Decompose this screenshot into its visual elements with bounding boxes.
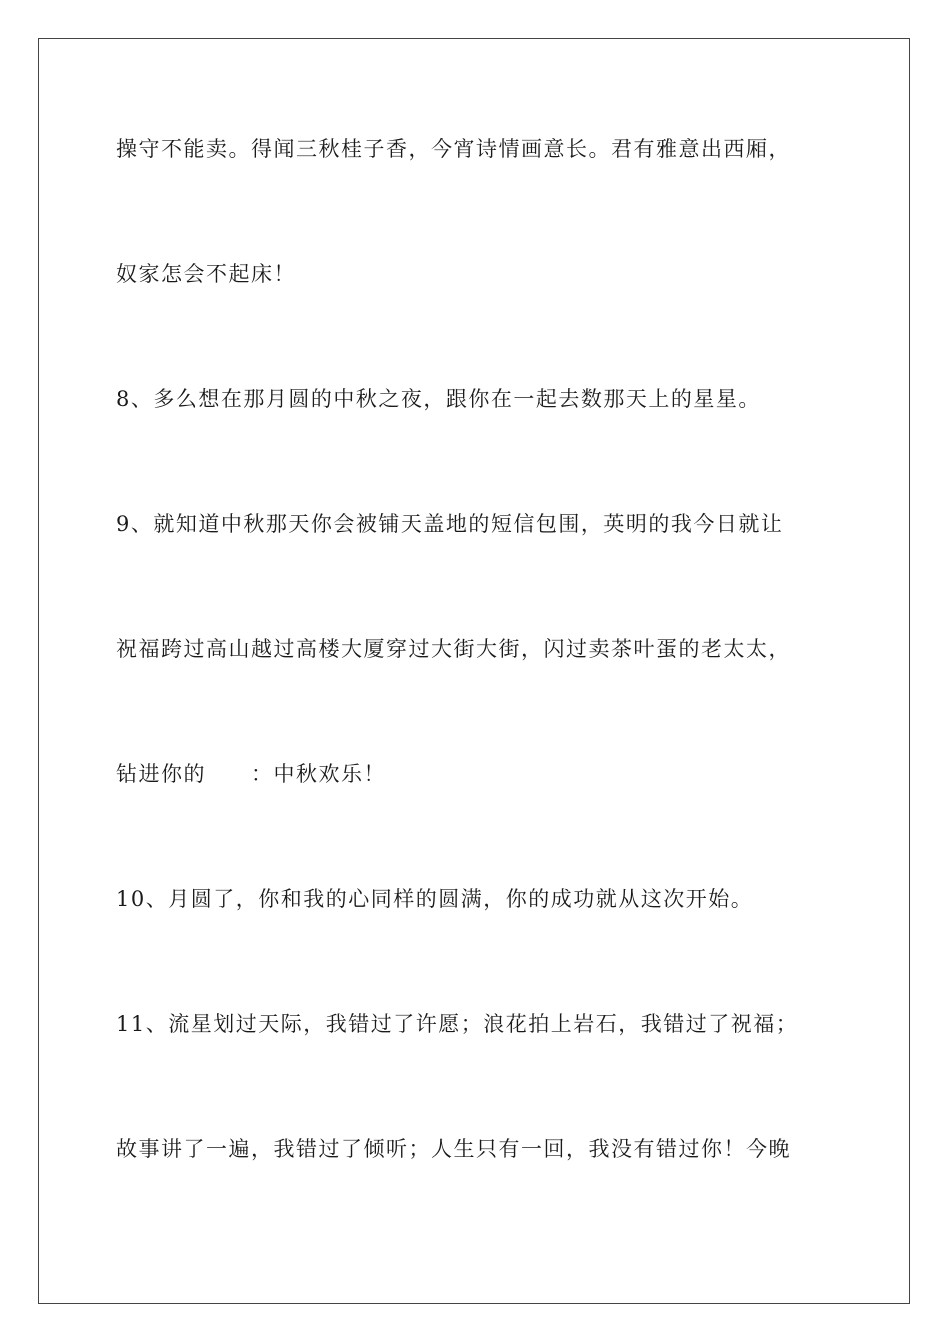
text-line-7: 10、月圆了，你和我的心同样的圆满，你的成功就从这次开始。 (116, 887, 754, 911)
text-line-4: 9、就知道中秋那天你会被铺天盖地的短信包围，英明的我今日就让 (116, 512, 784, 536)
text-line-2: 奴家怎会不起床！ (116, 262, 296, 286)
text-line-9: 故事讲了一遍，我错过了倾听；人生只有一回，我没有错过你！今晚 (116, 1137, 791, 1161)
text-line-8: 11、流星划过天际，我错过了许愿；浪花拍上岩石，我错过了祝福； (116, 1012, 799, 1036)
text-line-1: 操守不能卖。得闻三秋桂子香，今宵诗情画意长。君有雅意出西厢， (116, 137, 791, 161)
text-line-5: 祝福跨过高山越过高楼大厦穿过大街大街，闪过卖茶叶蛋的老太太， (116, 637, 791, 661)
page-frame (38, 38, 910, 1304)
text-line-3: 8、多么想在那月圆的中秋之夜，跟你在一起去数那天上的星星。 (116, 387, 761, 411)
text-line-6: 钻进你的 ：中秋欢乐！ (116, 762, 386, 786)
